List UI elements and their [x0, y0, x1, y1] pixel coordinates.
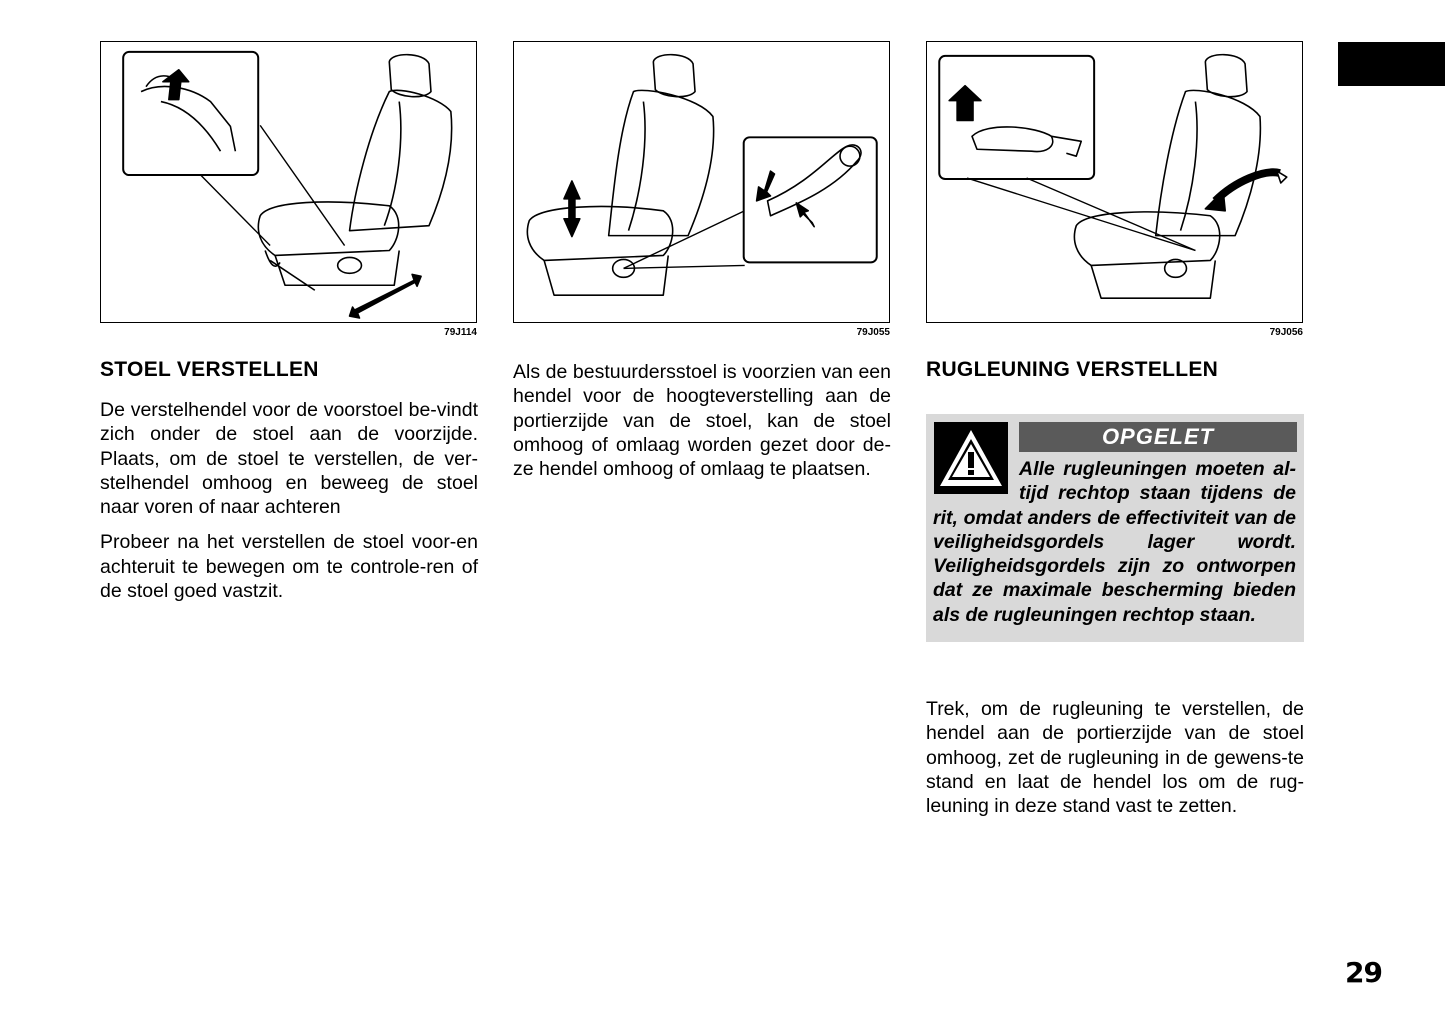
figure-seat-recline — [926, 41, 1303, 323]
seat-height-lever-illustration — [514, 42, 889, 322]
seat-slide-lever-illustration — [101, 42, 476, 322]
figure-code: 79J114 — [444, 327, 477, 338]
warning-box — [926, 414, 1304, 642]
figure-seat-slide — [100, 41, 477, 323]
figure-code: 79J056 — [1269, 327, 1303, 338]
section2-body — [513, 360, 891, 492]
page-number: 29 — [1345, 956, 1382, 989]
section1-paragraph-2: Probeer na het verstellen de stoel voor-en achteruit te bewegen om te controle-ren of de stoel goed vastzit. — [100, 531, 478, 603]
section2-paragraph-1: Als de bestuurdersstoel is voorzien van een hendel voor de hoogteverstelling aan de portierzijde van de stoel, kan de stoel omhoog of omlaag worden gezet door de-ze hendel omhoog of omlaag te plaatsen. — [513, 361, 891, 481]
section-heading-rugleuning-verstellen: RUGLEUNING VERSTELLEN — [926, 358, 1219, 381]
warning-text-block — [933, 457, 1296, 627]
figure-code: 79J055 — [856, 327, 890, 338]
section-heading-stoel-verstellen: STOEL VERSTELLEN — [100, 358, 319, 381]
section3-body — [926, 697, 1304, 829]
section1-body — [100, 398, 478, 614]
warning-text: Alle rugleuningen moeten al-tijd rechtop staan tijdens de rit, omdat anders de effectiviteit van de veiligheidsgordels lager wordt. Veiligheidsgordels zijn zo ontworpen dat ze maximale bescherming bieden als de rugleuningen rechtop staan. — [933, 458, 1296, 626]
warning-title: OPGELET — [1019, 422, 1297, 452]
section3-paragraph-1: Trek, om de rugleuning te verstellen, de hendel aan de portierzijde van de stoel omhoog, zet de rugleuning in de gewens-te stand en laat de hendel los om de rug-leuning in deze stand vast te zetten. — [926, 698, 1304, 818]
seat-recline-lever-illustration — [927, 42, 1302, 322]
chapter-tab-marker — [1338, 42, 1445, 86]
section1-paragraph-1: De verstelhendel voor de voorstoel be-vindt zich onder de stoel aan de voorzijde. Plaats, om de stoel te verstellen, de ver-stelhendel omhoog en beweeg de stoel naar voren of naar achteren — [100, 399, 478, 519]
figure-seat-height — [513, 41, 890, 323]
